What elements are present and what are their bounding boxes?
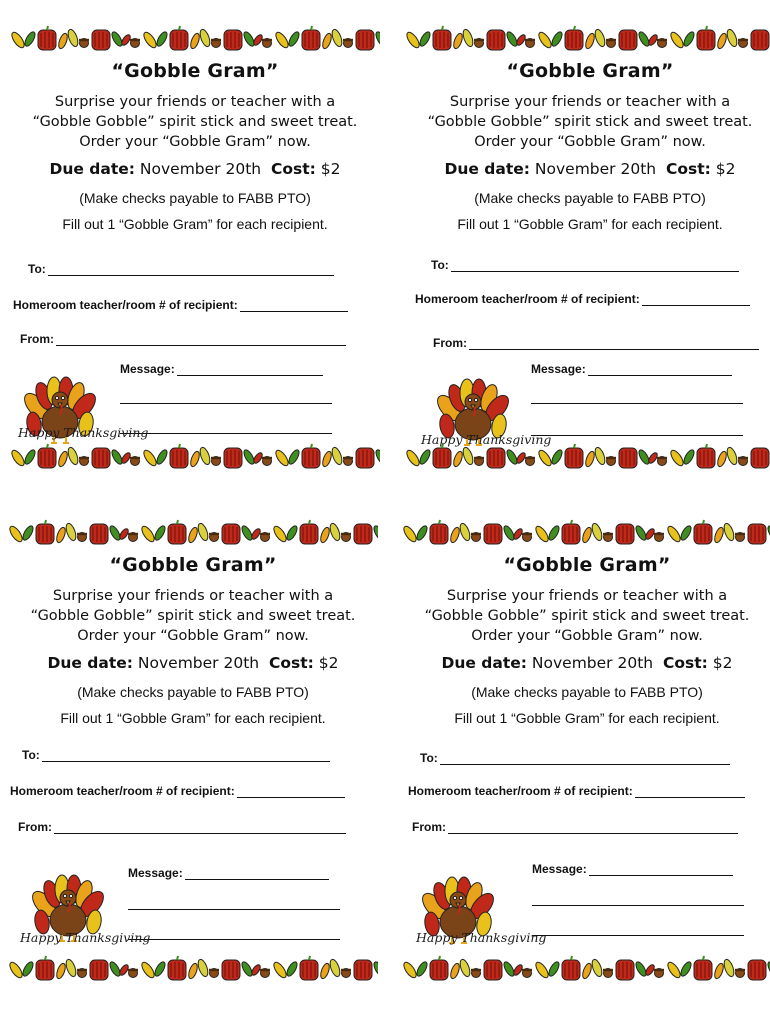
checks-note: (Make checks payable to FABB PTO) xyxy=(77,684,309,700)
message-line-3[interactable] xyxy=(531,434,743,436)
homeroom-field[interactable] xyxy=(415,292,750,306)
to-field[interactable] xyxy=(28,262,334,276)
harvest-border-icon xyxy=(8,954,378,986)
cost-label: Cost: xyxy=(268,654,314,672)
card-description: Surprise your friends or teacher with a “Gobble Gobble” spirit stick and sweet treat. Order your “Gobble Gram” now. xyxy=(30,588,356,644)
cost-value: $2 xyxy=(320,160,341,178)
to-field[interactable] xyxy=(420,751,730,765)
from-field[interactable] xyxy=(433,336,759,350)
fill-note: Fill out 1 “Gobble Gram” for each recipient. xyxy=(454,710,720,726)
message-line[interactable] xyxy=(588,363,732,376)
card-title: “Gobble Gram” xyxy=(111,60,279,82)
message-field[interactable] xyxy=(531,362,732,376)
from-label: From: xyxy=(433,336,467,350)
from-line[interactable] xyxy=(469,337,759,350)
to-field[interactable] xyxy=(431,258,739,272)
message-label: Message: xyxy=(531,362,586,376)
harvest-border-icon xyxy=(405,442,770,474)
happy-thanksgiving-text: Happy Thanksgiving xyxy=(416,930,547,945)
homeroom-line[interactable] xyxy=(642,293,750,306)
message-label: Message: xyxy=(120,362,175,376)
to-line[interactable] xyxy=(451,259,739,272)
homeroom-label: Homeroom teacher/room # of recipient: xyxy=(13,298,238,312)
message-line[interactable] xyxy=(589,863,733,876)
message-line-3[interactable] xyxy=(120,432,332,434)
from-label: From: xyxy=(18,820,52,834)
harvest-border-icon xyxy=(8,518,378,550)
fill-note: Fill out 1 “Gobble Gram” for each recipient. xyxy=(62,216,328,232)
from-line[interactable] xyxy=(54,821,346,834)
from-field[interactable] xyxy=(20,332,346,346)
message-line-3[interactable] xyxy=(532,934,744,936)
cost-value: $2 xyxy=(712,654,733,672)
due-cost-line xyxy=(402,654,770,672)
from-field[interactable] xyxy=(18,820,346,834)
harvest-border-icon xyxy=(405,24,770,56)
happy-thanksgiving-text: Happy Thanksgiving xyxy=(20,930,151,945)
message-line-2[interactable] xyxy=(120,402,332,404)
due-date-value: November 20th xyxy=(139,160,262,178)
due-date-label: Due date: xyxy=(49,160,135,178)
to-label: To: xyxy=(420,751,438,765)
happy-thanksgiving-text: Happy Thanksgiving xyxy=(421,432,552,447)
checks-note: (Make checks payable to FABB PTO) xyxy=(474,190,706,206)
harvest-border-icon xyxy=(10,24,380,56)
cost-label: Cost: xyxy=(270,160,316,178)
to-field[interactable] xyxy=(22,748,330,762)
due-cost-line xyxy=(405,160,770,178)
homeroom-line[interactable] xyxy=(635,785,745,798)
harvest-border-icon xyxy=(402,518,770,550)
due-date-value: November 20th xyxy=(534,160,657,178)
message-line-2[interactable] xyxy=(531,402,743,404)
cost-label: Cost: xyxy=(665,160,711,178)
from-field[interactable] xyxy=(412,820,738,834)
message-field[interactable] xyxy=(128,866,329,880)
homeroom-field[interactable] xyxy=(13,298,348,312)
homeroom-field[interactable] xyxy=(408,784,745,798)
card-description: Surprise your friends or teacher with a “Gobble Gobble” spirit stick and sweet treat. Order your “Gobble Gram” now. xyxy=(424,588,750,644)
due-date-value: November 20th xyxy=(531,654,654,672)
card-description: Surprise your friends or teacher with a “Gobble Gobble” spirit stick and sweet treat. Order your “Gobble Gram” now. xyxy=(32,94,358,150)
cost-value: $2 xyxy=(715,160,736,178)
to-line[interactable] xyxy=(48,263,334,276)
homeroom-label: Homeroom teacher/room # of recipient: xyxy=(10,784,235,798)
happy-thanksgiving-text: Happy Thanksgiving xyxy=(18,425,149,440)
message-line-3[interactable] xyxy=(128,938,340,940)
card-title: “Gobble Gram” xyxy=(506,60,674,82)
checks-note: (Make checks payable to FABB PTO) xyxy=(471,684,703,700)
gobble-gram-card xyxy=(405,24,770,514)
fill-note: Fill out 1 “Gobble Gram” for each recipient. xyxy=(60,710,326,726)
to-label: To: xyxy=(28,262,46,276)
message-field[interactable] xyxy=(120,362,323,376)
homeroom-label: Homeroom teacher/room # of recipient: xyxy=(415,292,640,306)
gobble-gram-card xyxy=(402,518,770,1008)
due-cost-line xyxy=(8,654,378,672)
harvest-border-icon xyxy=(402,954,770,986)
due-cost-line xyxy=(10,160,380,178)
to-label: To: xyxy=(431,258,449,272)
due-date-label: Due date: xyxy=(444,160,530,178)
fill-note: Fill out 1 “Gobble Gram” for each recipient. xyxy=(457,216,723,232)
due-date-label: Due date: xyxy=(441,654,527,672)
card-title: “Gobble Gram” xyxy=(503,554,671,576)
due-date-value: November 20th xyxy=(137,654,260,672)
message-line[interactable] xyxy=(177,363,323,376)
message-field[interactable] xyxy=(532,862,733,876)
homeroom-label: Homeroom teacher/room # of recipient: xyxy=(408,784,633,798)
from-label: From: xyxy=(20,332,54,346)
due-date-label: Due date: xyxy=(47,654,133,672)
from-label: From: xyxy=(412,820,446,834)
message-line-2[interactable] xyxy=(532,904,744,906)
to-label: To: xyxy=(22,748,40,762)
message-label: Message: xyxy=(532,862,587,876)
homeroom-line[interactable] xyxy=(240,299,348,312)
message-label: Message: xyxy=(128,866,183,880)
message-line[interactable] xyxy=(185,867,329,880)
from-line[interactable] xyxy=(56,333,346,346)
checks-note: (Make checks payable to FABB PTO) xyxy=(79,190,311,206)
homeroom-field[interactable] xyxy=(10,784,345,798)
gobble-gram-card xyxy=(8,518,378,1008)
to-line[interactable] xyxy=(42,749,330,762)
gobble-gram-card xyxy=(10,24,380,514)
card-title: “Gobble Gram” xyxy=(109,554,277,576)
to-line[interactable] xyxy=(440,752,730,765)
from-line[interactable] xyxy=(448,821,738,834)
cost-label: Cost: xyxy=(662,654,708,672)
harvest-border-icon xyxy=(10,442,380,474)
card-description: Surprise your friends or teacher with a “Gobble Gobble” spirit stick and sweet treat. Order your “Gobble Gram” now. xyxy=(427,94,753,150)
homeroom-line[interactable] xyxy=(237,785,345,798)
cost-value: $2 xyxy=(318,654,339,672)
message-line-2[interactable] xyxy=(128,908,340,910)
